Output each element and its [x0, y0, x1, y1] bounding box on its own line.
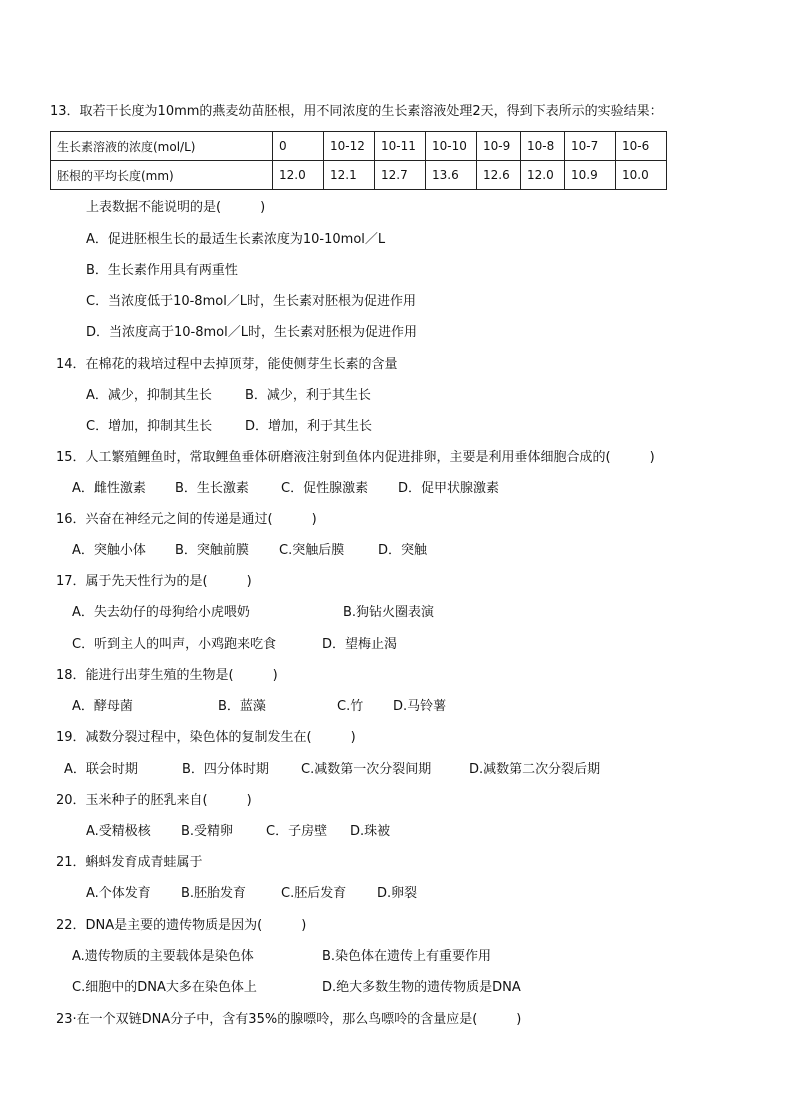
- q15-option-b: B．生长激素: [175, 481, 249, 496]
- table-cell: 0: [273, 132, 324, 161]
- q15-stem: 15．人工繁殖鲤鱼时，常取鲤鱼垂体研磨液注射到鱼体内促进排卵，主要是利用垂体细胞合成的( ): [56, 450, 655, 465]
- q13-subquestion: 上表数据不能说明的是( ): [86, 200, 266, 215]
- table-cell: 10-10: [426, 132, 477, 161]
- table-cell: 10-6: [616, 132, 667, 161]
- table-cell: 10.0: [616, 161, 667, 190]
- q14-option-b: B．减少，利于其生长: [245, 388, 371, 403]
- q15-option-c: C．促性腺激素: [281, 481, 369, 496]
- q13-table: [50, 131, 667, 190]
- q15-option-a: A．雌性激素: [72, 481, 146, 496]
- table-cell: 生长素溶液的浓度(mol/L): [51, 132, 273, 161]
- q16-option-b: B．突触前膜: [175, 543, 249, 558]
- q18-option-b: B．蓝藻: [218, 699, 266, 714]
- q21-stem: 21．蝌蚪发育成青蛙属于: [56, 855, 203, 870]
- q16-stem: 16．兴奋在神经元之间的传递是通过( ): [56, 512, 317, 527]
- q19-option-b: B．四分体时期: [182, 762, 269, 777]
- q13-stem: 13．取若干长度为10mm的燕麦幼苗胚根，用不同浓度的生长素溶液处理2天，得到下表所示的实验结果：: [50, 104, 663, 119]
- q19-option-d: D.减数第二次分裂后期: [469, 762, 601, 777]
- q16-option-c: C.突触后膜: [279, 543, 345, 558]
- q17-option-b: B.狗钻火圈表演: [343, 605, 435, 620]
- q13-option-d: D．当浓度高于10-8mol／L时，生长素对胚根为促进作用: [86, 325, 417, 340]
- q14-option-d: D．增加，利于其生长: [245, 419, 373, 434]
- table-cell: 10.9: [565, 161, 616, 190]
- table-cell: 12.6: [477, 161, 521, 190]
- q13-option-a: A．促进胚根生长的最适生长素浓度为10-10mol／L: [86, 232, 386, 247]
- q14-option-a: A．减少，抑制其生长: [86, 388, 212, 403]
- table-cell: 12.0: [273, 161, 324, 190]
- table-cell: 10-12: [324, 132, 375, 161]
- q23-stem: 23·在一个双链DNA分子中，含有35%的腺嘌呤，那么鸟嘌呤的含量应是( ): [56, 1012, 522, 1027]
- q16-option-d: D．突触: [378, 543, 428, 558]
- q17-stem: 17．属于先天性行为的是( ): [56, 574, 252, 589]
- table-row: [51, 132, 667, 161]
- q22-option-b: B.染色体在遗传上有重要作用: [322, 949, 492, 964]
- q20-option-a: A.受精极核: [86, 824, 151, 839]
- table-cell: 胚根的平均长度(mm): [51, 161, 273, 190]
- q22-stem: 22．DNA是主要的遗传物质是因为( ): [56, 918, 307, 933]
- q13-option-c: C．当浓度低于10-8mol／L时，生长素对胚根为促进作用: [86, 294, 417, 309]
- q17-option-d: D．望梅止渴: [322, 637, 398, 652]
- q22-option-d: D.绝大多数生物的遗传物质是DNA: [322, 980, 521, 995]
- q21-option-c: C.胚后发育: [281, 886, 347, 901]
- q16-option-a: A．突触小体: [72, 543, 146, 558]
- q15-option-d: D．促甲状腺激素: [398, 481, 500, 496]
- table-cell: 10-7: [565, 132, 616, 161]
- q22-option-a: A.遗传物质的主要载体是染色体: [72, 949, 254, 964]
- q20-option-c: C．子房壁: [266, 824, 328, 839]
- q21-option-a: A.个体发育: [86, 886, 151, 901]
- q17-option-a: A．失去幼仔的母狗给小虎喂奶: [72, 605, 250, 620]
- q18-stem: 18．能进行出芽生殖的生物是( ): [56, 668, 278, 683]
- table-row: [51, 161, 667, 190]
- q14-option-c: C．增加，抑制其生长: [86, 419, 213, 434]
- q20-stem: 20．玉米种子的胚乳来自( ): [56, 793, 252, 808]
- table-cell: 10-9: [477, 132, 521, 161]
- q21-option-b: B.胚胎发育: [181, 886, 247, 901]
- table-cell: 12.1: [324, 161, 375, 190]
- q17-option-c: C．听到主人的叫声，小鸡跑来吃食: [72, 637, 277, 652]
- table-cell: 12.7: [375, 161, 426, 190]
- q18-option-a: A．酵母菌: [72, 699, 133, 714]
- q19-option-c: C.减数第一次分裂间期: [301, 762, 432, 777]
- q19-stem: 19．减数分裂过程中，染色体的复制发生在( ): [56, 730, 356, 745]
- q14-stem: 14．在棉花的栽培过程中去掉顶芽，能使侧芽生长素的含量: [56, 357, 398, 372]
- q20-option-b: B.受精卵: [181, 824, 234, 839]
- q21-option-d: D.卵裂: [377, 886, 418, 901]
- q13-option-b: B．生长素作用具有两重性: [86, 263, 238, 278]
- q19-option-a: A．联会时期: [64, 762, 138, 777]
- table-cell: 13.6: [426, 161, 477, 190]
- q18-option-c: C.竹: [337, 699, 364, 714]
- table-cell: 10-11: [375, 132, 426, 161]
- q18-option-d: D.马铃薯: [393, 699, 447, 714]
- table-cell: 10-8: [521, 132, 565, 161]
- table-cell: 12.0: [521, 161, 565, 190]
- q22-option-c: C.细胞中的DNA大多在染色体上: [72, 980, 257, 995]
- q20-option-d: D.珠被: [350, 824, 391, 839]
